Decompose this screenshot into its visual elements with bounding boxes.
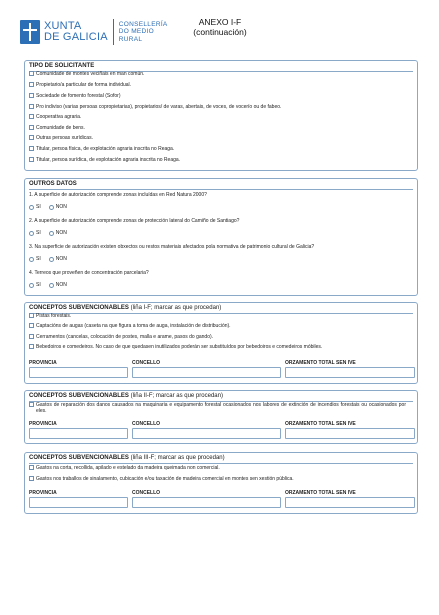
applicant-option	[29, 135, 93, 141]
applicant-option	[29, 93, 121, 99]
checkbox[interactable]	[29, 93, 34, 98]
section-title: TIPO DE SOLICITANTE	[29, 63, 95, 69]
section-divider	[29, 313, 413, 314]
radio-yes-label: SI	[36, 256, 41, 262]
radio-yes-label: SI	[36, 282, 41, 288]
option-label: Captacións de augas (caseta na que figura a toma de auga, instalación de distribución).	[36, 323, 231, 329]
annex-heading	[190, 17, 250, 37]
document-header	[0, 0, 439, 60]
annex-title: ANEXO I-F	[198, 17, 242, 27]
checkbox[interactable]	[29, 402, 34, 407]
orzamento-input[interactable]	[285, 497, 415, 508]
provincia-input[interactable]	[29, 428, 128, 439]
orzamento-input[interactable]	[285, 428, 415, 439]
galicia-cross-icon	[20, 20, 40, 44]
logo-department	[119, 21, 168, 44]
section-title: OUTROS DATOS	[29, 181, 77, 187]
option-label: Propietario/a particular de forma individual.	[36, 82, 132, 88]
checkbox[interactable]	[29, 334, 34, 339]
checkbox[interactable]	[29, 323, 34, 328]
location-fields	[29, 421, 413, 441]
option-label: Cerramentos (cancelas, colocación de postes, malla e arame, pasos do gando).	[36, 334, 214, 340]
location-fields	[29, 490, 413, 510]
radio-yes[interactable]	[29, 257, 34, 262]
section-divider	[29, 463, 413, 464]
applicant-option	[29, 157, 180, 163]
concello-input[interactable]	[132, 497, 281, 508]
radio-no[interactable]	[49, 257, 54, 262]
question-2: 2. A superficie de autorización comprende zonas de protección lateral do Camiño de Santiago?	[29, 218, 240, 224]
radio-yes[interactable]	[29, 231, 34, 236]
section-outros-datos	[24, 178, 418, 296]
concept-option	[29, 402, 406, 414]
concello-label: CONCELLO	[132, 421, 161, 427]
orzamento-label: ORZAMENTO TOTAL SEN IVE	[285, 490, 356, 496]
section-hint: (liña II-F; marcar as que procedan)	[130, 393, 223, 399]
option-label: Pro indiviso (varias persoas copropietarias), propietarios/ de varas, abertais, de voces, de vocerío ou de fabeo.	[36, 104, 282, 110]
annex-subtitle: (continuación)	[193, 27, 247, 37]
checkbox[interactable]	[29, 476, 34, 481]
radio-no-label: NON	[55, 282, 67, 288]
provincia-input[interactable]	[29, 367, 128, 378]
section-hint: (liña I-F; marcar as que procedan)	[130, 305, 222, 311]
checkbox[interactable]	[29, 125, 34, 130]
question-4: 4. Terreos que proveñen de concentración parcelaria?	[29, 270, 149, 276]
radio-no[interactable]	[49, 231, 54, 236]
applicant-option	[29, 82, 131, 88]
option-label: Sociedade de fomento forestal (Sofor)	[36, 93, 121, 99]
xunta-logo	[20, 19, 168, 45]
checkbox[interactable]	[29, 344, 34, 349]
provincia-label: PROVINCIA	[29, 421, 57, 427]
radio-no[interactable]	[49, 205, 54, 210]
checkbox[interactable]	[29, 313, 34, 318]
option-label: Titular, persoa física, de explotación agraria inscrita no Reaga.	[36, 146, 175, 152]
option-label: Pistas forestais.	[36, 313, 72, 319]
option-label: Comunidade de bens.	[36, 125, 85, 131]
option-label: Gastos na corta, recollida, apilado e estelado da madeira queimada non comercial.	[36, 465, 220, 471]
checkbox[interactable]	[29, 135, 34, 140]
applicant-option	[29, 146, 174, 152]
checkbox[interactable]	[29, 104, 34, 109]
applicant-option	[29, 125, 85, 131]
radio-yes-label: SI	[36, 230, 41, 236]
radio-yes-label: SI	[36, 204, 41, 210]
section-title-text: CONCEPTOS SUBVENCIONABLES	[29, 305, 129, 311]
section-conceptos-ii	[24, 390, 418, 444]
logo-text	[44, 21, 108, 43]
section-title	[29, 305, 221, 311]
logo-divider	[113, 19, 114, 45]
option-label: Outras persoas xurídicas.	[36, 135, 93, 141]
orzamento-label: ORZAMENTO TOTAL SEN IVE	[285, 421, 356, 427]
section-tipo-solicitante	[24, 60, 418, 171]
radio-group-2	[29, 230, 75, 236]
provincia-label: PROVINCIA	[29, 360, 57, 366]
radio-yes[interactable]	[29, 283, 34, 288]
section-hint: (liña III-F; marcar as que procedan)	[130, 455, 225, 461]
location-fields	[29, 360, 413, 380]
applicant-option	[29, 71, 144, 77]
concept-option	[29, 476, 294, 482]
concept-option	[29, 313, 71, 319]
radio-no[interactable]	[49, 283, 54, 288]
option-label: Gastos de reparación dos danos causados na maquinaria e equipamento forestal ocasionados nos labores de extinción de incendios forestais ou ocasionados por eles.	[36, 402, 406, 414]
logo-line1: XUNTA	[44, 20, 82, 32]
logo-sub3: RURAL	[118, 35, 143, 43]
concello-label: CONCELLO	[132, 360, 161, 366]
radio-group-4	[29, 282, 75, 288]
section-conceptos-i	[24, 302, 418, 384]
logo-line2: DE GALICIA	[44, 31, 108, 43]
radio-no-label: NON	[55, 204, 67, 210]
checkbox[interactable]	[29, 114, 34, 119]
checkbox[interactable]	[29, 71, 34, 76]
question-1: 1. A superficie de autorización comprende zonas incluídas en Red Natura 2000?	[29, 192, 207, 198]
concello-input[interactable]	[132, 428, 281, 439]
concept-option	[29, 323, 231, 329]
checkbox[interactable]	[29, 146, 34, 151]
question-3: 3. Na superficie de autorización existen obxectos ou restos materiais afectados pola normativa de patrimonio cultural de Galicia?	[29, 244, 315, 250]
concello-input[interactable]	[132, 367, 281, 378]
radio-yes[interactable]	[29, 205, 34, 210]
concept-option	[29, 465, 220, 471]
orzamento-label: ORZAMENTO TOTAL SEN IVE	[285, 360, 356, 366]
applicant-option	[29, 114, 81, 120]
checkbox[interactable]	[29, 157, 34, 162]
section-conceptos-iii	[24, 452, 418, 514]
section-title-text: CONCEPTOS SUBVENCIONABLES	[29, 393, 129, 399]
provincia-input[interactable]	[29, 497, 128, 508]
section-divider	[29, 189, 413, 190]
section-title-text: CONCEPTOS SUBVENCIONABLES	[29, 455, 129, 461]
radio-no-label: NON	[55, 230, 67, 236]
section-title	[29, 393, 223, 399]
orzamento-input[interactable]	[285, 367, 415, 378]
applicant-option	[29, 104, 281, 110]
concept-option	[29, 334, 213, 340]
option-label: Gastos nos traballos de sinalamento, cubicación e/ou taxación de madeira comercial en montes sen xestión pública.	[36, 476, 294, 482]
logo-sub2: DO MEDIO	[118, 28, 155, 36]
option-label: Bebedoiros e comedeiros. No caso de que quedasen inutilizados poderán ser substituídos por bebedoiros e comedeiros móbiles.	[36, 344, 323, 350]
provincia-label: PROVINCIA	[29, 490, 57, 496]
concello-label: CONCELLO	[132, 490, 161, 496]
radio-no-label: NON	[55, 256, 67, 262]
option-label: Cooperativa agraria.	[36, 114, 82, 120]
logo-sub1: CONSELLERÍA	[118, 20, 168, 28]
section-title	[29, 455, 225, 461]
checkbox[interactable]	[29, 465, 34, 470]
option-label: Titular, persoa xurídica, de explotación agraria inscrita no Reaga.	[36, 157, 181, 163]
concept-option	[29, 344, 322, 350]
radio-group-3	[29, 256, 75, 262]
checkbox[interactable]	[29, 82, 34, 87]
option-label: Comunidade de montes veciñais en man común.	[36, 71, 145, 77]
radio-group-1	[29, 204, 75, 210]
